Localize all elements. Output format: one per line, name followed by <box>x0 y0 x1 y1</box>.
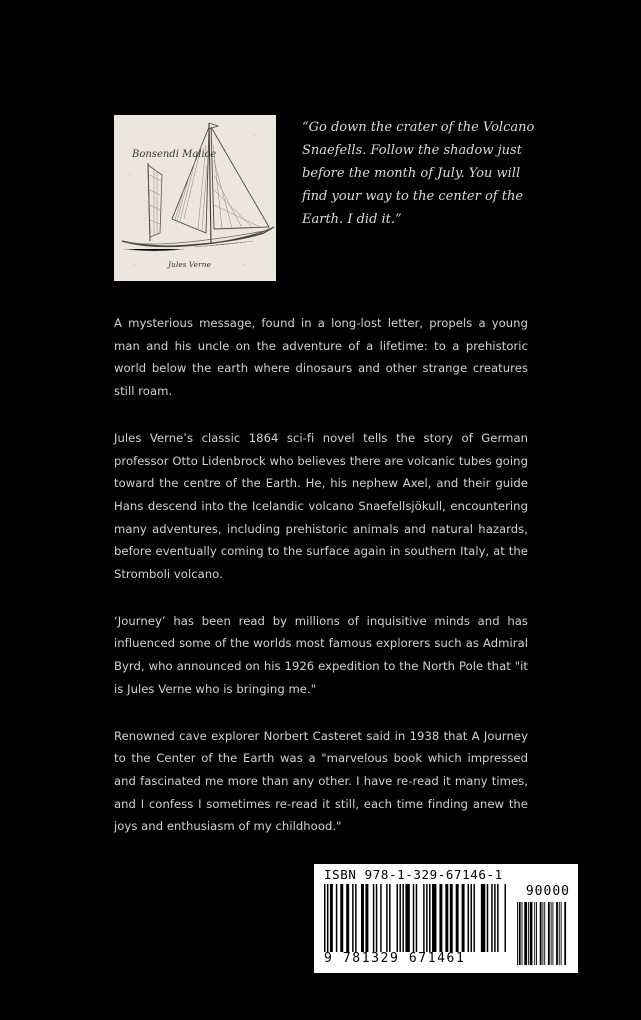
barcode-addon-bars <box>517 902 567 965</box>
barcode-bars <box>324 884 506 952</box>
book-description <box>114 312 528 862</box>
description-paragraph: A mysterious message, found in a long-lost letter, propels a young man and his uncle on the adventure of a lifetime: to a prehistoric world below the earth where dinosaurs and other strange creatures still roam. <box>114 316 528 399</box>
price-code: 90000 <box>525 884 570 899</box>
description-paragraph: Jules Verne’s classic 1864 sci-fi novel tells the story of German professor Otto Lidenbrock who believes there are volcanic tubes going toward the centre of the Earth. He, his nephew Axel, and their guide Hans descend into the Icelandic volcano Snaefellsjökull, encountering many adventures, including prehistoric animals and natural hazards, before eventually coming to the surface again in southern Italy, at the Stromboli volcano. <box>114 430 528 582</box>
ship-sketch-icon <box>114 115 276 281</box>
illustration-signature: Jules Verne <box>168 260 211 269</box>
isbn-label: ISBN 978-1-329-67146-1 <box>324 867 503 882</box>
ship-illustration <box>114 115 276 281</box>
description-paragraph: Renowned cave explorer Norbert Casteret said in 1938 that A Journey to the Center of the Earth was a "marvelous book which impressed and fascinated me more than any other. I have re-read it many times, and I confess I sometimes re-read it still, each time finding anew the joys and enthusiasm of my childhood." <box>114 728 528 834</box>
illustration-caption: Bonsendi Malice <box>132 149 217 160</box>
description-paragraph: ‘Journey’ has been read by millions of inquisitive minds and has influenced some of the worlds most famous explorers such as Admiral Byrd, who announced on his 1926 expedition to the North Pole that "it is Jules Verne who is bringing me." <box>114 613 528 696</box>
back-cover-quote: “Go down the crater of the Volcano Snaefells. Follow the shadow just before the month of July. You will find your way to the center of the Earth. I did it.” <box>302 120 535 227</box>
barcode-digits: 9 781329 671461 <box>324 951 466 966</box>
isbn-barcode <box>314 864 578 973</box>
